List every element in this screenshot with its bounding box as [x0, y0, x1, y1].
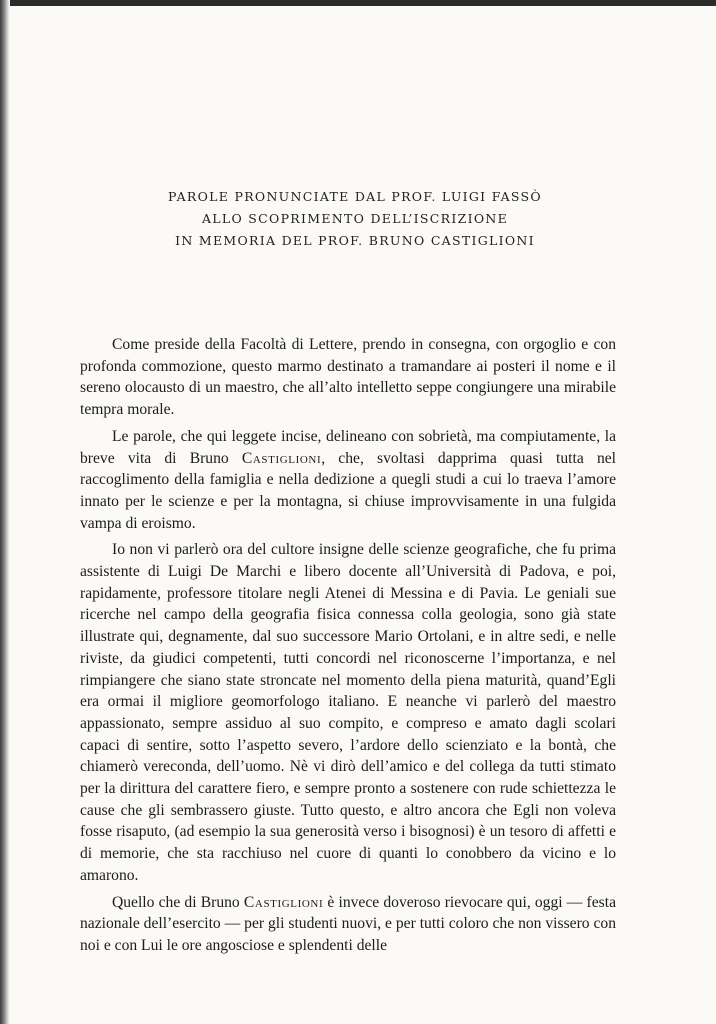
person-name: Castiglioni: [241, 449, 322, 467]
title-line-2: ALLO SCOPRIMENTO DELL’ISCRIZIONE: [201, 211, 509, 226]
title-line-3: IN MEMORIA DEL PROF. BRUNO CASTIGLIONI: [175, 233, 535, 248]
paragraph-2-end: , che, svoltasi dapprima quasi tutta nel raccoglimento della famiglia e nella dedizione a quegli studi a cui lo traeva l’amore innato per le scienze e per la montagna, si chiuse improvvisamente in una fulgida vampa di eroismo.: [80, 449, 616, 532]
body-text: [80, 334, 616, 962]
scan-top-edge: [0, 0, 716, 6]
page-title: [120, 186, 590, 252]
paragraph-2: [80, 426, 616, 535]
scan-binding-edge: [0, 0, 10, 1024]
paragraph-2-start: Le parole, che qui leggete incise, delineano con sobrietà, ma compiutamente, la breve vita di Bruno: [80, 427, 616, 467]
title-line-1: PAROLE PRONUNCIATE DAL PROF. LUIGI FASSÒ: [168, 189, 542, 204]
paragraph-3: Io non vi parlerò ora del cultore insigne delle scienze geografiche, che fu prima assistente di Luigi De Marchi e libero docente all’Università di Padova, e poi, rapidamente, professore titolare negli Atenei di Messina e di Pavia. Le geniali sue ricerche nel campo della geografia fisica connessa colla geologia, sono già state illustrate qui, degnamente, dal suo successore Mario Ortolani, e in altre sedi, e nelle riviste, da giudici competenti, tutti concordi nel riconoscerne l’importanza, e nel rimpiangere che siano state stroncate nel momento della piena maturità, quand’Egli era ormai il migliore geomorfologo italiano. E neanche vi parlerò del maestro appassionato, sempre assiduo al suo compito, e compreso e amato dagli scolari capaci di sentire, sotto l’aspetto severo, l’ardore dello scienziato e la bontà, che chiamerò vereconda, dell’uomo. Nè vi dirò dell’amico e del collega da tutti stimato per la dirittura del carattere fiero, e sempre pronto a sostenere con rude schiettezza le cause che gli sembrassero giuste. Tutto questo, e altro ancora che Egli non voleva fosse risaputo, (ad esempio la sua generosità verso i bisognosi) è un tesoro di affetti e di memorie, che sta racchiuso nel cuore di quanti lo conobbero da vicino e lo amarono.: [80, 541, 616, 884]
paragraph-4: [80, 892, 616, 957]
paragraph-1: Come preside della Facoltà di Lettere, prendo in consegna, con orgoglio e con profonda commozione, questo marmo destinato a tramandare ai posteri il nome e il sereno olocausto di un maestro, che all’alto intelletto seppe congiungere una mirabile tempra morale.: [80, 336, 616, 419]
paragraph-4-end: è invece doveroso rievocare qui, oggi — festa nazionale dell’esercito — per gli studenti nuovi, e per tutti coloro che non vissero con noi e con Lui le ore angosciose e splendenti delle: [80, 893, 616, 954]
paragraph-4-start: Quello che di Bruno: [112, 893, 244, 911]
person-name: Castiglioni: [243, 893, 324, 911]
